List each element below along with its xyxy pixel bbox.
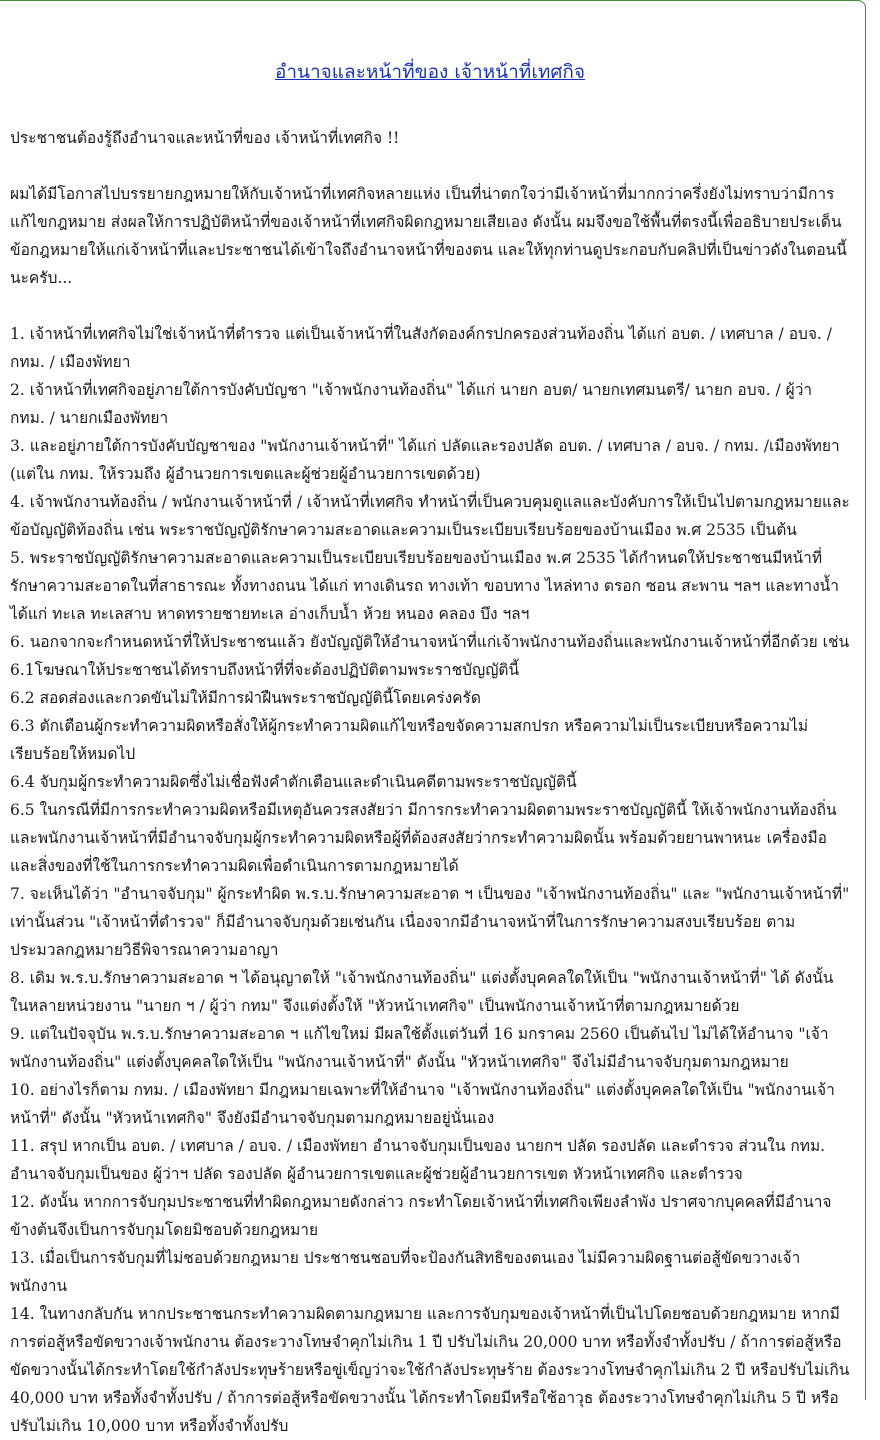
article-intro: ผมได้มีโอกาสไปบรรยายกฎหมายให้กับเจ้าหน้าที่เทศกิจหลายแห่ง เป็นที่น่าตกใจว่ามีเจ้าหน้าที่มากกว่าครึ่งยังไม่ทราบว่ามีการแก้ไขกฎหมาย ส่งผลให้การปฏิบัติหน้าที่ของเจ้าหน้าที่เทศกิจผิดกฎหมายเสียเอง ดังนั้น ผมจึงขอใช้พื้นที่ตรงนี้เพื่ออธิบายประเด็นข้อกฎหมายให้แก่เจ้าหน้าที่และประชาชนได้เข้าใจถึงอำนาจหน้าที่ของตน และให้ทุกท่านดูประกอบกับคลิปที่เป็นข่าวดังในตอนนี้นะครับ... xyxy=(10,185,847,287)
list-item: 1. เจ้าหน้าที่เทศกิจไม่ใช่เจ้าหน้าที่ตำรวจ แต่เป็นเจ้าหน้าที่ในสังกัดองค์กรปกครองส่วนท้องถิ่น ได้แก่ อบต. / เทศบาล / อบจ. / กทม. / เมืองพัทยา xyxy=(10,325,832,371)
list-item: 7. จะเห็นได้ว่า "อำนาจจับกุม" ผู้กระทำผิด พ.ร.บ.รักษาความสะอาด ฯ เป็นของ "เจ้าพนักงานท้องถิ่น" และ "พนักงานเจ้าหน้าที่" เท่านั้นส่วน "เจ้าหน้าที่ตำรวจ" ก็มีอำนาจจับกุมด้วยเช่นกัน เนื่องจากมีอำนาจหน้าที่ในการรักษาความสงบเรียบร้อย ตามประมวลกฎหมายวิธีพิจารณาความอาญา xyxy=(10,885,850,959)
article-content xyxy=(10,56,850,1440)
list-item: 12. ดังนั้น หากการจับกุมประชาชนที่ทำผิดกฎหมายดังกล่าว กระทำโดยเจ้าหน้าที่เทศกิจเพียงลำพัง ปราศจากบุคคลที่มีอำนาจข้างต้นจึงเป็นการจับกุมโดยมิชอบด้วยกฎหมาย xyxy=(10,1193,832,1239)
list-item: 4. เจ้าพนักงานท้องถิ่น / พนักงานเจ้าหน้าที่ / เจ้าหน้าที่เทศกิจ ทำหน้าที่เป็นควบคุมดูแลและบังคับการให้เป็นไปตามกฎหมายและข้อบัญญัติท้องถิ่น เช่น พระราชบัญญัติรักษาความสะอาดและความเป็นระเบียบเรียบร้อยของบ้านเมือง พ.ศ 2535 เป็นต้น xyxy=(10,493,850,539)
list-item: 11. สรุป หากเป็น อบต. / เทศบาล / อบจ. / เมืองพัทยา อำนาจจับกุมเป็นของ นายกฯ ปลัด รองปลัด และตำรวจ ส่วนใน กทม. อำนาจจับกุมเป็นของ ผู้ว่าฯ ปลัด รองปลัด ผู้อำนวยการเขตและผู้ช่วยผู้อำนวยการเขต หัวหน้าเทศกิจ และตำรวจ xyxy=(10,1137,826,1183)
list-item: 6.1โฆษณาให้ประชาชนได้ทราบถึงหน้าที่ที่จะต้องปฏิบัติตามพระราชบัญญัตินี้ xyxy=(10,661,520,679)
article-subtitle: ประชาชนต้องรู้ถึงอำนาจและหน้าที่ของ เจ้าหน้าที่เทศกิจ !! xyxy=(10,129,400,147)
list-item: 13. เมื่อเป็นการจับกุมที่ไม่ชอบด้วยกฎหมาย ประชาชนชอบที่จะป้องกันสิทธิของตนเอง ไม่มีความผิดฐานต่อสู้ขัดขวางเจ้าพนักงาน xyxy=(10,1249,801,1295)
list-item: 5. พระราชบัญญัติรักษาความสะอาดและความเป็นระเบียบเรียบร้อยของบ้านเมือง พ.ศ 2535 ได้กำหนดให้ประชาชนมีหน้าที่รักษาความสะอาดในที่สาธารณะ ทั้งทางถนน ได้แก่ ทางเดินรถ ทางเท้า ขอบทาง ไหล่ทาง ตรอก ซอน สะพาน ฯลฯ และทางน้ำ ได้แก่ ทะเล ทะเลสาบ หาดทรายชายทะเล อ่างเก็บน้ำ ห้วย หนอง คลอง บึง ฯลฯ xyxy=(10,549,839,623)
list-item: 6.2 สอดส่องและกวดขันไม่ให้มีการฝ่าฝืนพระราชบัญญัตินี้โดยเคร่งครัด xyxy=(10,689,481,707)
list-item: 3. และอยู่ภายใต้การบังคับบัญชาของ "พนักงานเจ้าหน้าที่" ได้แก่ ปลัดและรองปลัด อบต. / เทศบาล / อบจ. / กทม. /เมืองพัทยา (แต่ใน กทม. ให้รวมถึง ผู้อำนวยการเขตและผู้ช่วยผู้อำนวยการเขตด้วย) xyxy=(10,437,840,483)
article-list xyxy=(10,320,850,1440)
list-item: 6.5 ในกรณีที่มีการกระทำความผิดหรือมีเหตุอันควรสงสัยว่า มีการกระทำความผิดตามพระราชบัญญัตินี้ ให้เจ้าพนักงานท้องถิ่นและพนักงานเจ้าหน้าที่มีอำนาจจับกุมผู้กระทำความผิดหรือผู้ที่ต้องสงสัยว่ากระทำความผิดนั้น พร้อมด้วยยานพาหนะ เครื่องมือ และสิ่งของที่ใช้ในการกระทำความผิดเพื่อดำเนินการตามกฎหมายได้ xyxy=(10,801,837,875)
list-item: 9. แต่ในปัจจุบัน พ.ร.บ.รักษาความสะอาด ฯ แก้ไขใหม่ มีผลใช้ตั้งแต่วันที่ 16 มกราคม 2560 เป็นต้นไป ไม่ได้ให้อำนาจ "เจ้าพนักงานท้องถิ่น" แต่งตั้งบุคคลใดให้เป็น "พนักงานเจ้าหน้าที่" ดังนั้น "หัวหน้าเทศกิจ" จึงไม่มีอำนาจจับกุมตามกฎหมาย xyxy=(10,1025,829,1071)
list-item: 8. เดิม พ.ร.บ.รักษาความสะอาด ฯ ได้อนุญาตให้ "เจ้าพนักงานท้องถิ่น" แต่งตั้งบุคคลใดให้เป็น "พนักงานเจ้าหน้าที่" ได้ ดังนั้น ในหลายหน่วยงาน "นายก ฯ / ผู้ว่า กทม" จึงแต่งตั้งให้ "หัวหน้าเทศกิจ" เป็นพนักงานเจ้าหน้าที่ตามกฎหมายด้วย xyxy=(10,969,834,1015)
list-item: 6. นอกจากจะกำหนดหน้าที่ให้ประชาชนแล้ว ยังบัญญัติให้อำนาจหน้าที่แก่เจ้าพนักงานท้องถิ่นและพนักงานเจ้าหน้าที่อีกด้วย เช่น xyxy=(10,633,850,651)
list-item: 6.3 ตักเตือนผู้กระทำความผิดหรือสั่งให้ผู้กระทำความผิดแก้ไขหรือขจัดความสกปรก หรือความไม่เป็นระเบียบหรือความไม่เรียบร้อยให้หมดไป xyxy=(10,717,809,763)
list-item: 2. เจ้าหน้าที่เทศกิจอยู่ภายใต้การบังคับบัญชา "เจ้าพนักงานท้องถิ่น" ได้แก่ นายก อบต/ นายกเทศมนตรี/ นายก อบจ. / ผู้ว่า กทม. / นายกเมืองพัทยา xyxy=(10,381,813,427)
list-item: 6.4 จับกุมผู้กระทำความผิดซึ่งไม่เชื่อฟังคำตักเตือนและดำเนินคดีตามพระราชบัญญัตินี้ xyxy=(10,773,577,791)
list-item: 10. อย่างไรก็ตาม กทม. / เมืองพัทยา มีกฎหมายเฉพาะที่ให้อำนาจ "เจ้าพนักงานท้องถิ่น" แต่งตั้งบุคคลใดให้เป็น "พนักงานเจ้าหน้าที่" ดังนั้น "หัวหน้าเทศกิจ" จึงยังมีอำนาจจับกุมตามกฎหมายอยู่นั่นเอง xyxy=(10,1081,835,1127)
list-item: 14. ในทางกลับกัน หากประชาชนกระทำความผิดตามกฎหมาย และการจับกุมของเจ้าหน้าที่เป็นไปโดยชอบด้วยกฎหมาย หากมีการต่อสู้หรือขัดขวางเจ้าพนักงาน ต้องระวางโทษจำคุกไม่เกิน 1 ปี ปรับไม่เกิน 20,000 บาท หรือทั้งจำทั้งปรับ / ถ้าการต่อสู้หรือขัดขวางนั้นได้กระทำโดยใช้กำลังประทุษร้ายหรือขู่เข็ญว่าจะใช้กำลังประทุษร้าย ต้องระวางโทษจำคุกไม่เกิน 2 ปี หรือปรับไม่เกิน 40,000 บาท หรือทั้งจำทั้งปรับ / ถ้าการต่อสู้หรือขัดขวางนั้น ได้กระทำโดยมีหรือใช้อาวุธ ต้องระวางโทษจำคุกไม่เกิน 5 ปี หรือปรับไม่เกิน 10,000 บาท หรือทั้งจำทั้งปรับ xyxy=(10,1305,850,1435)
article-title-link[interactable]: อำนาจและหน้าที่ของ เจ้าหน้าที่เทศกิจ xyxy=(274,61,586,83)
